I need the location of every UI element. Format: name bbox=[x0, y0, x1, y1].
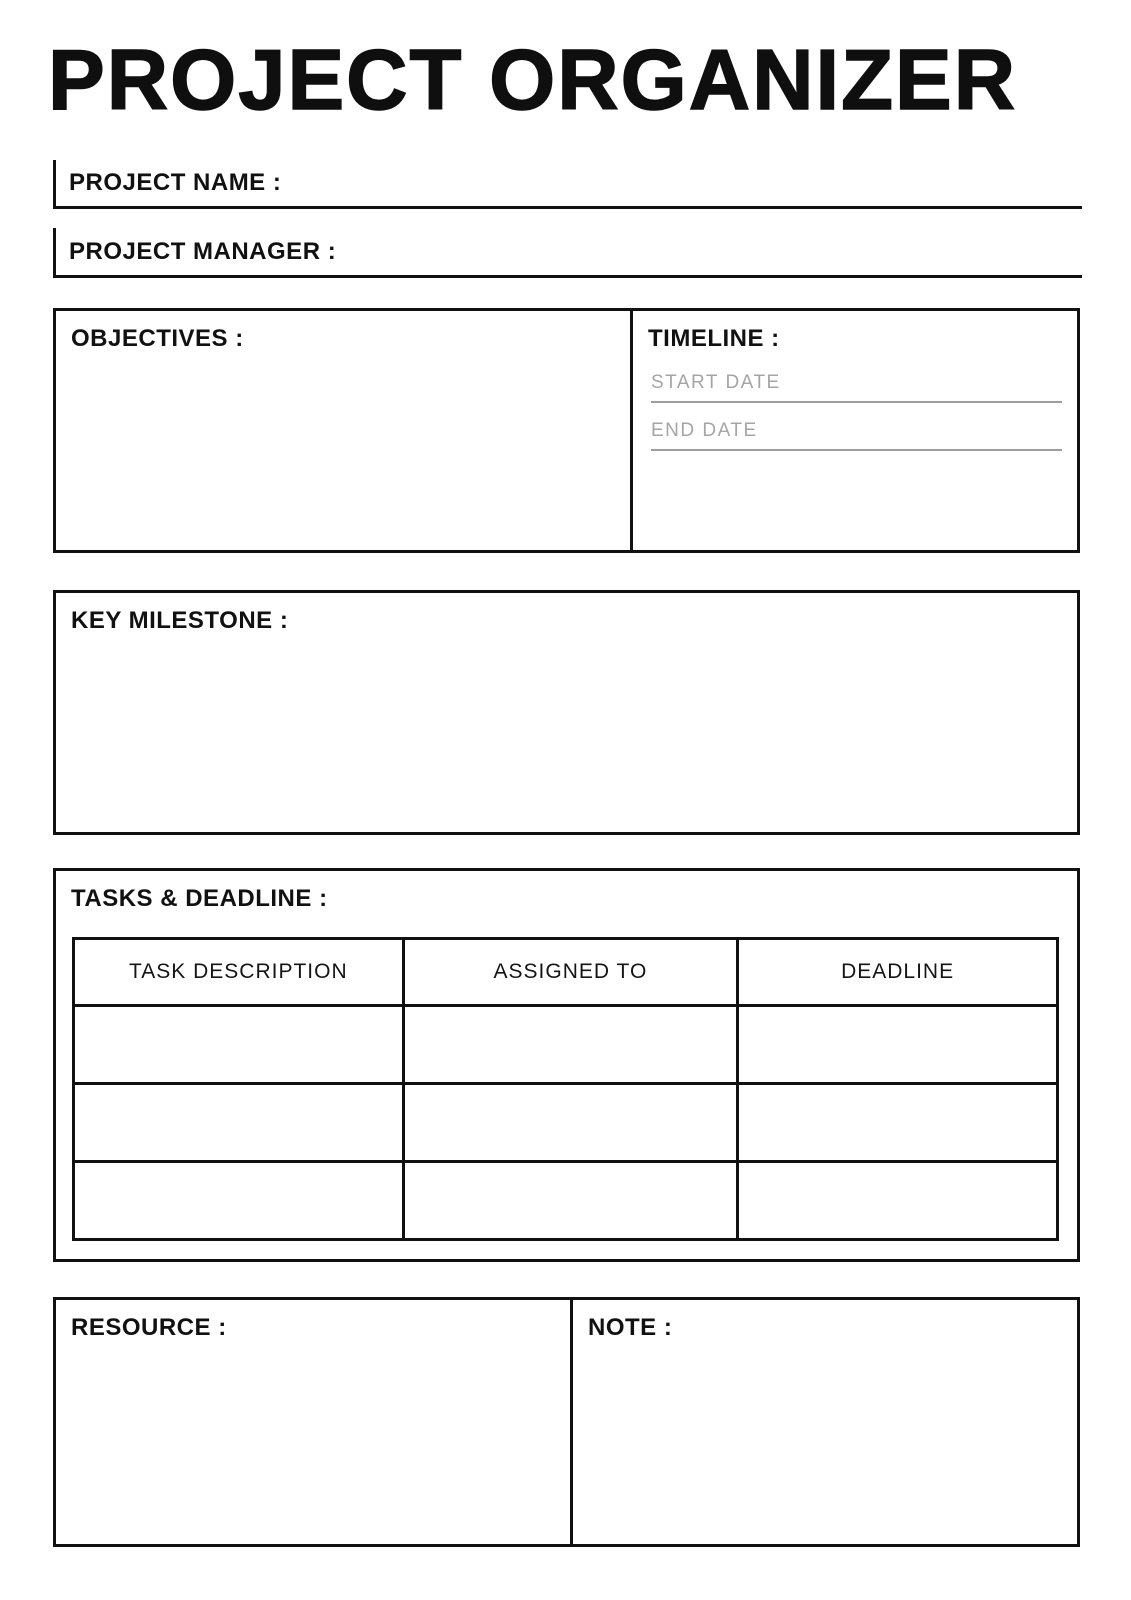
project-manager-label: PROJECT MANAGER : bbox=[69, 237, 337, 265]
tasks-table-cell[interactable] bbox=[738, 1084, 1058, 1162]
project-manager-input[interactable] bbox=[336, 228, 1082, 275]
resource-label: RESOURCE : bbox=[71, 1314, 227, 1341]
start-date-field[interactable] bbox=[651, 372, 1062, 403]
resource-area[interactable] bbox=[56, 1300, 570, 1544]
objectives-label: OBJECTIVES : bbox=[71, 325, 244, 352]
timeline-label: TIMELINE : bbox=[648, 325, 780, 352]
end-date-placeholder: END DATE bbox=[651, 419, 758, 441]
tasks-table-row bbox=[74, 1006, 1058, 1084]
end-date-field[interactable] bbox=[651, 420, 1062, 451]
project-name-field[interactable] bbox=[53, 160, 1082, 209]
tasks-table-cell[interactable] bbox=[403, 1084, 738, 1162]
tasks-table-row bbox=[74, 1084, 1058, 1162]
key-milestone-section[interactable] bbox=[53, 590, 1080, 835]
tasks-table-header-row bbox=[74, 939, 1058, 1006]
tasks-table-cell[interactable] bbox=[403, 1006, 738, 1084]
tasks-table-cell[interactable] bbox=[738, 1162, 1058, 1240]
tasks-table-header-assigned-to: ASSIGNED TO bbox=[403, 939, 738, 1006]
key-milestone-label: KEY MILESTONE : bbox=[71, 607, 289, 634]
project-manager-field[interactable] bbox=[53, 228, 1082, 278]
objectives-timeline-section bbox=[53, 308, 1080, 553]
tasks-table-row bbox=[74, 1162, 1058, 1240]
tasks-deadline-section bbox=[53, 868, 1080, 1262]
project-name-label: PROJECT NAME : bbox=[69, 169, 282, 196]
resource-note-section bbox=[53, 1297, 1080, 1547]
tasks-table bbox=[72, 937, 1059, 1241]
tasks-table-header-deadline: DEADLINE bbox=[738, 939, 1058, 1006]
tasks-table-header-task-description: TASK DESCRIPTION bbox=[74, 939, 404, 1006]
tasks-table-cell[interactable] bbox=[74, 1162, 404, 1240]
tasks-deadline-label: TASKS & DEADLINE : bbox=[71, 885, 328, 912]
tasks-table-body bbox=[74, 1006, 1058, 1240]
note-label: NOTE : bbox=[588, 1314, 673, 1341]
tasks-table-cell[interactable] bbox=[74, 1084, 404, 1162]
timeline-area bbox=[630, 311, 1077, 550]
tasks-table-cell[interactable] bbox=[403, 1162, 738, 1240]
project-name-input[interactable] bbox=[281, 160, 1082, 206]
start-date-placeholder: START DATE bbox=[651, 372, 781, 393]
note-area[interactable] bbox=[570, 1300, 1077, 1544]
page-title: PROJECT ORGANIZER bbox=[48, 33, 1018, 128]
tasks-table-cell[interactable] bbox=[738, 1006, 1058, 1084]
objectives-area[interactable] bbox=[56, 311, 630, 550]
tasks-table-cell[interactable] bbox=[74, 1006, 404, 1084]
